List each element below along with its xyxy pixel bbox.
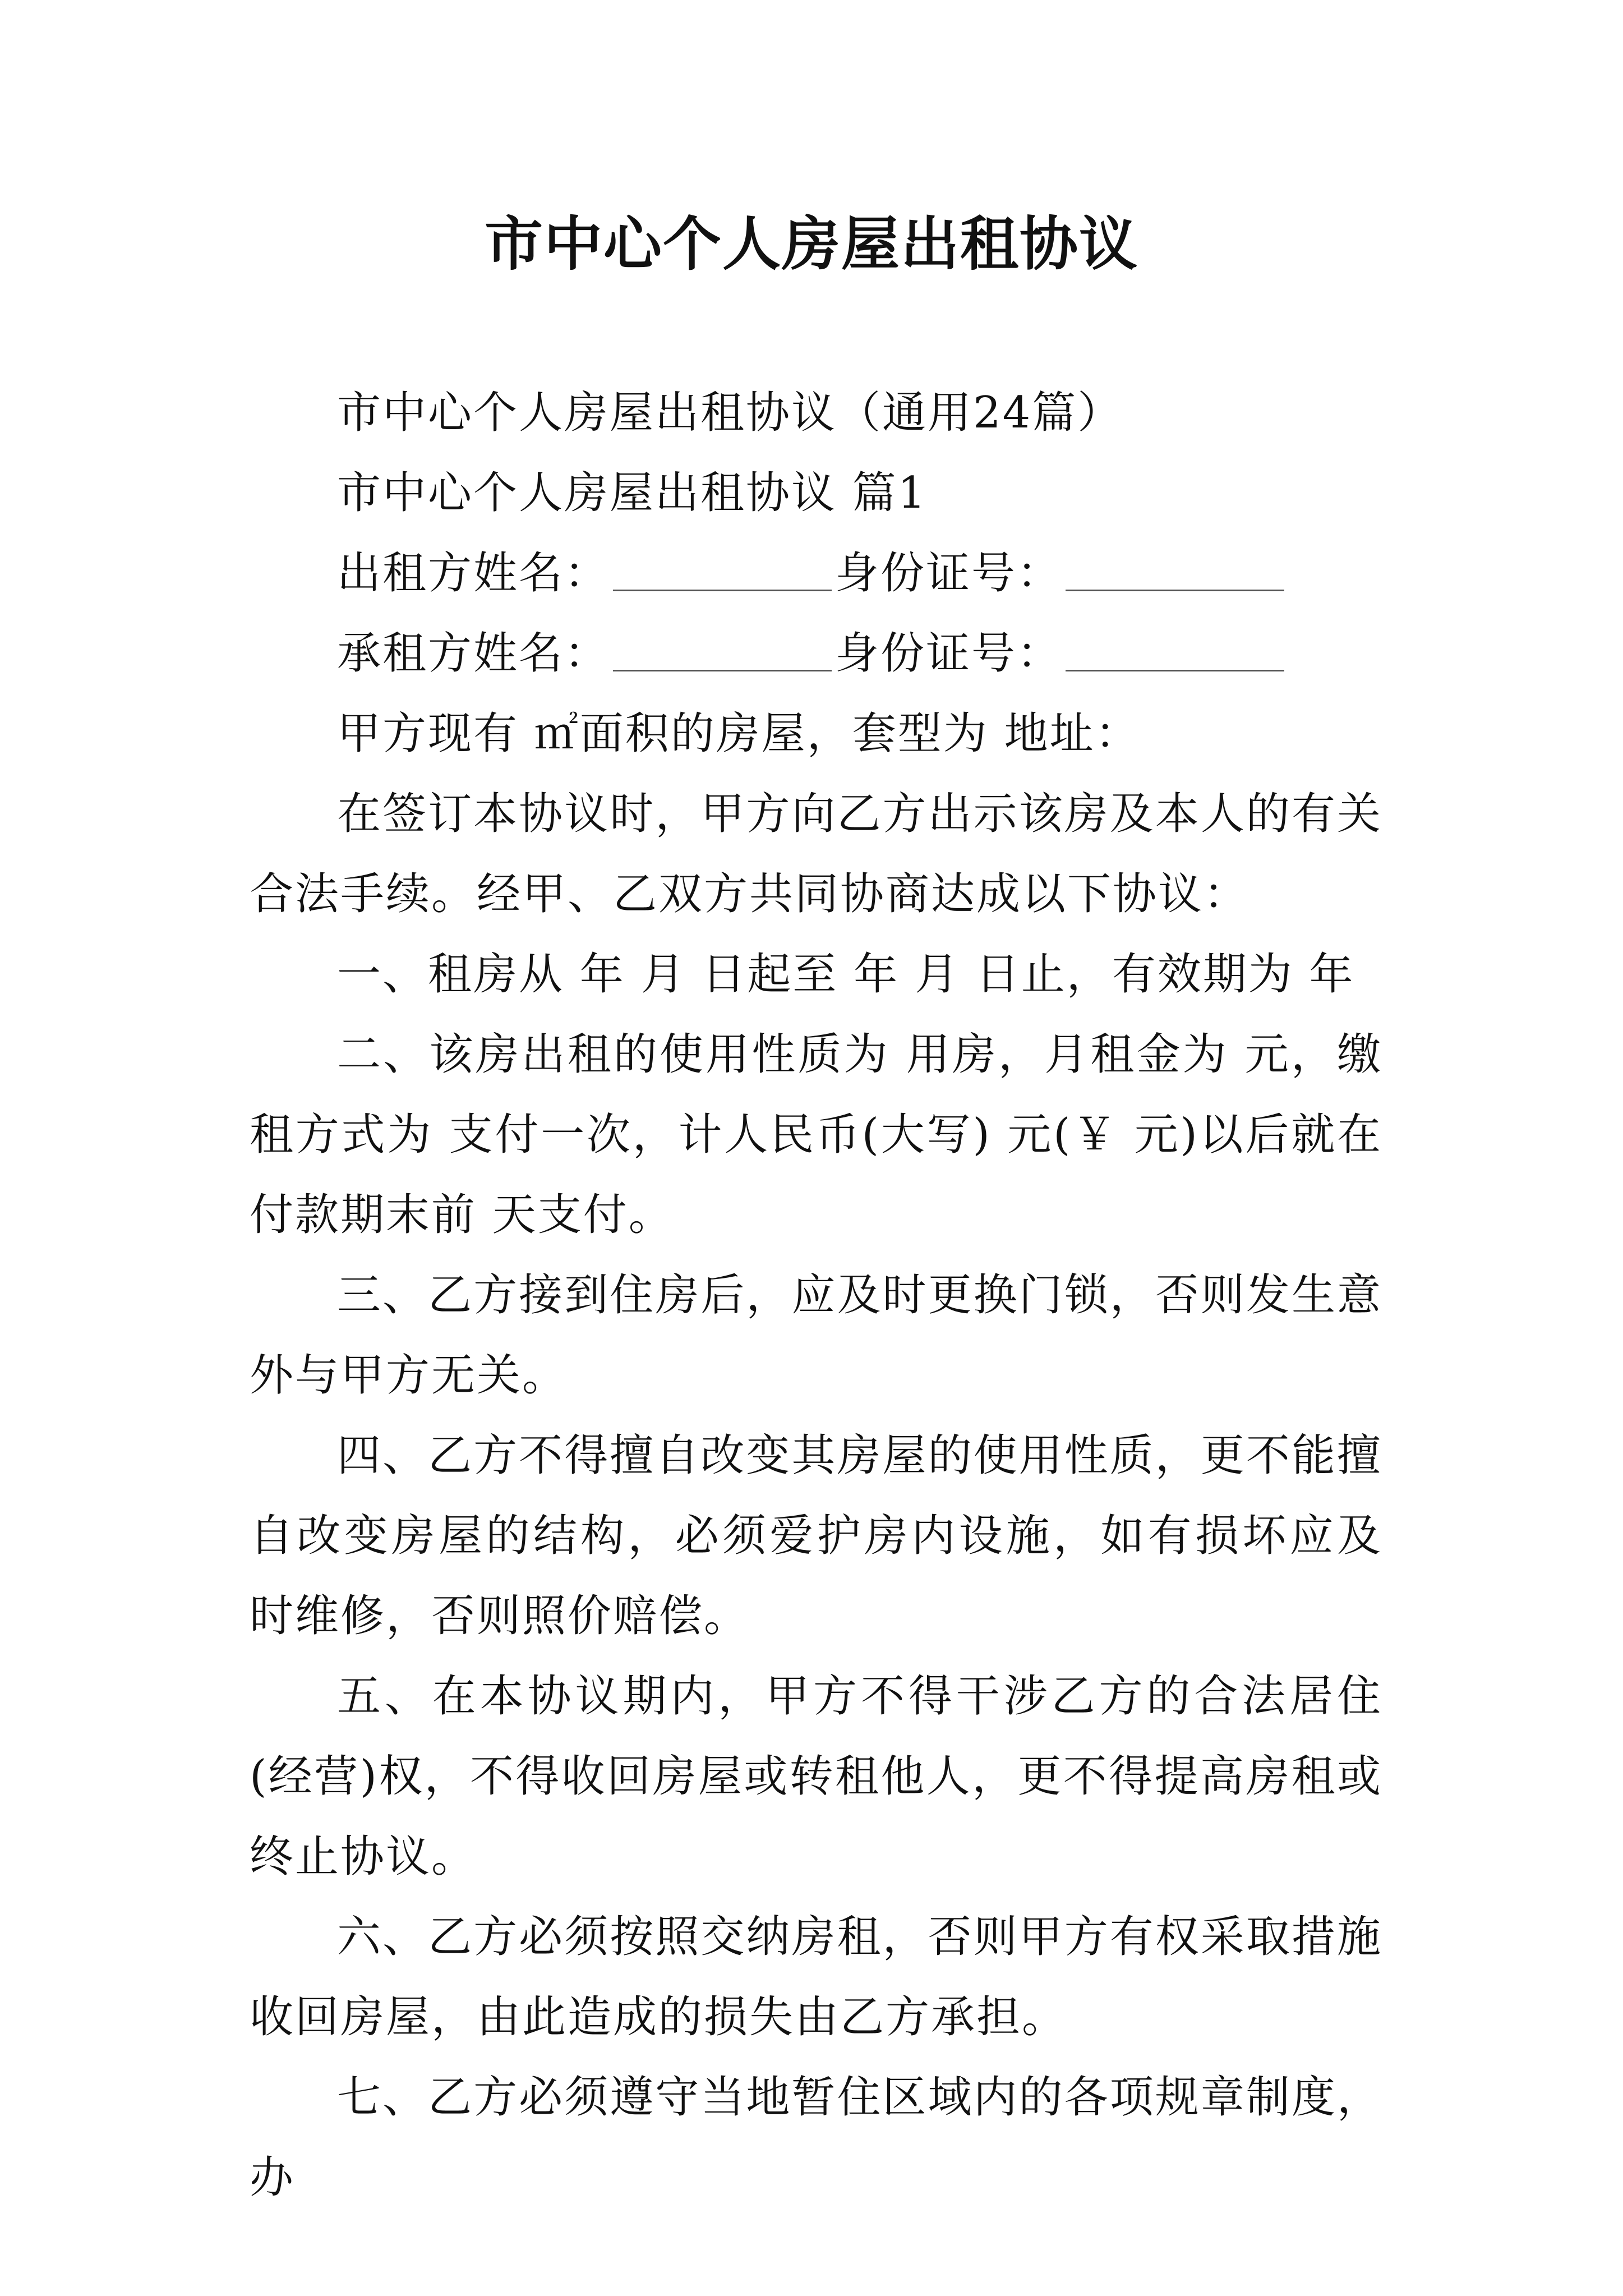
lessee-info-row: [250, 614, 1382, 694]
document-title: 市中心个人房屋出租协议: [484, 209, 1138, 278]
lessee-id-label: 身份证号：: [835, 628, 1063, 679]
document-body: [250, 373, 1382, 2218]
lessee-name-blank: [613, 631, 832, 671]
subtitle-paragraph: 市中心个人房屋出租协议（通用24篇）: [337, 388, 1123, 438]
lessee-id-blank: [1066, 631, 1284, 671]
clause-paragraph: 二、该房出租的使用性质为 用房，月租金为 元，缴租方式为 支付一次，计人民币(大写) 元(￥ 元)以后就在付款期末前 天支付。: [250, 1029, 1382, 1240]
lessor-name-label: 出租方姓名：: [337, 548, 610, 599]
section-heading: 市中心个人房屋出租协议 篇1: [337, 468, 928, 518]
clause-paragraph: 七、乙方必须遵守当地暂住区域内的各项规章制度，办: [250, 2072, 1382, 2203]
clause-paragraph: 在签订本协议时，甲方向乙方出示该房及本人的有关合法手续。经甲、乙双方共同协商达成以下协议：: [250, 789, 1382, 919]
lessor-id-label: 身份证号：: [835, 548, 1063, 599]
lessor-info-row: [250, 533, 1382, 614]
clause-paragraph: 六、乙方必须按照交纳房租，否则甲方有权采取措施收回房屋，由此造成的损失由乙方承担。: [250, 1912, 1382, 2042]
lessee-name-label: 承租方姓名：: [337, 628, 610, 679]
clause-paragraph: 甲方现有 ㎡面积的房屋，套型为 地址：: [337, 708, 1141, 759]
clause-paragraph: 三、乙方接到住房后，应及时更换门锁，否则发生意外与甲方无关。: [250, 1270, 1382, 1401]
clause-paragraph: 一、租房从 年 月 日起至 年 月 日止，有效期为 年: [337, 949, 1355, 1000]
clause-paragraph: 四、乙方不得擅自改变其房屋的使用性质，更不能擅自改变房屋的结构，必须爱护房内设施，如有损坏应及时维修，否则照价赔偿。: [250, 1430, 1382, 1641]
clause-paragraph: 五、在本协议期内，甲方不得干涉乙方的合法居住(经营)权，不得收回房屋或转租他人，更不得提高房租或终止协议。: [250, 1671, 1382, 1882]
lessor-name-blank: [613, 550, 832, 591]
lessor-id-blank: [1066, 550, 1284, 591]
